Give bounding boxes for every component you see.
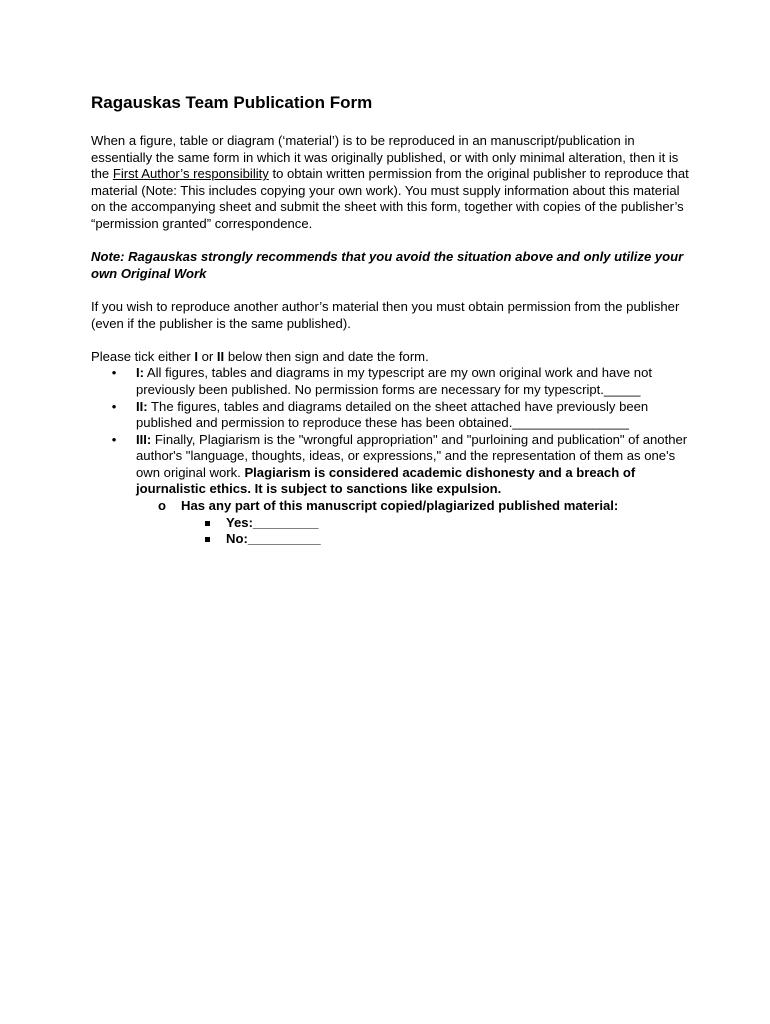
reproduce-paragraph: If you wish to reproduce another author’s material then you must obtain permission from the publisher (even if the publisher is the same published). (91, 298, 680, 331)
option-iii-label: III: (136, 431, 152, 447)
answer-no[interactable] (226, 531, 691, 548)
bullet-icon: • (111, 431, 117, 447)
bullet-icon: • (111, 365, 117, 381)
answer-list (181, 515, 691, 548)
intro-paragraph (91, 133, 691, 233)
plagiarism-warning: Plagiarism is considered academic dishonesty and a breach of journalistic ethics. It is subject to sanctions like expulsion. (136, 464, 636, 497)
tick-instruction (91, 349, 691, 366)
square-bullet-icon (205, 537, 210, 542)
page-title: Ragauskas Team Publication Form (91, 93, 373, 112)
option-i-text: All figures, tables and diagrams in my typescript are my own original work and have not previously been published. No permission forms are necessary for my typescript._____ (136, 365, 652, 397)
note-paragraph: Note: Ragauskas strongly recommends that you avoid the situation above and only utilize your own Original Work (91, 249, 684, 281)
plagiarism-question (158, 498, 691, 548)
document-content (91, 93, 691, 548)
tick-i: I (194, 348, 198, 364)
plagiarism-question-text: Has any part of this manuscript copied/plagiarized published material: (181, 498, 619, 514)
answer-no-text: No:__________ (226, 531, 321, 547)
answer-yes-text: Yes:_________ (226, 514, 319, 530)
bullet-icon: • (111, 398, 117, 414)
tick-pre: Please tick either (91, 348, 195, 364)
options-list (91, 365, 691, 548)
tick-or: or (197, 348, 217, 364)
option-iii-text: Finally, Plagiarism is the "wrongful appropriation" and "purloining and publication" of another author's "language, thoughts, ideas, or expressions," and the representation of them as one's own original work. (136, 431, 688, 480)
tick-post: below then sign and date the form. (224, 348, 429, 364)
square-bullet-icon (205, 521, 210, 526)
question-list (136, 498, 691, 548)
intro-text-1: When a figure, table or diagram (‘material’) is to be reproduced in an manuscript/publication in essentially the same form in which it was originally published, or with only minimal alteration, then it is the (91, 133, 679, 182)
option-ii-label: II: (136, 398, 148, 414)
answer-yes[interactable] (226, 515, 691, 532)
option-i-label: I: (136, 365, 144, 381)
first-author-responsibility: First Author’s responsibility (112, 166, 269, 182)
tick-ii: II (216, 348, 225, 364)
circle-bullet-icon: o (158, 498, 166, 514)
option-i[interactable] (111, 365, 691, 398)
intro-text-2: to obtain written permission from the original publisher to reproduce that material (Note: This includes copying your own work). You must supply information about this material on the accompanying sheet and submit the sheet with this form, together with copies of the publisher’s “permission granted” correspondence. (91, 166, 689, 231)
option-ii-text: The figures, tables and diagrams detailed on the sheet attached have previously been published and permission to reproduce these has been obtained.________________ (136, 398, 649, 431)
option-ii[interactable] (111, 398, 691, 432)
option-iii (111, 431, 691, 548)
